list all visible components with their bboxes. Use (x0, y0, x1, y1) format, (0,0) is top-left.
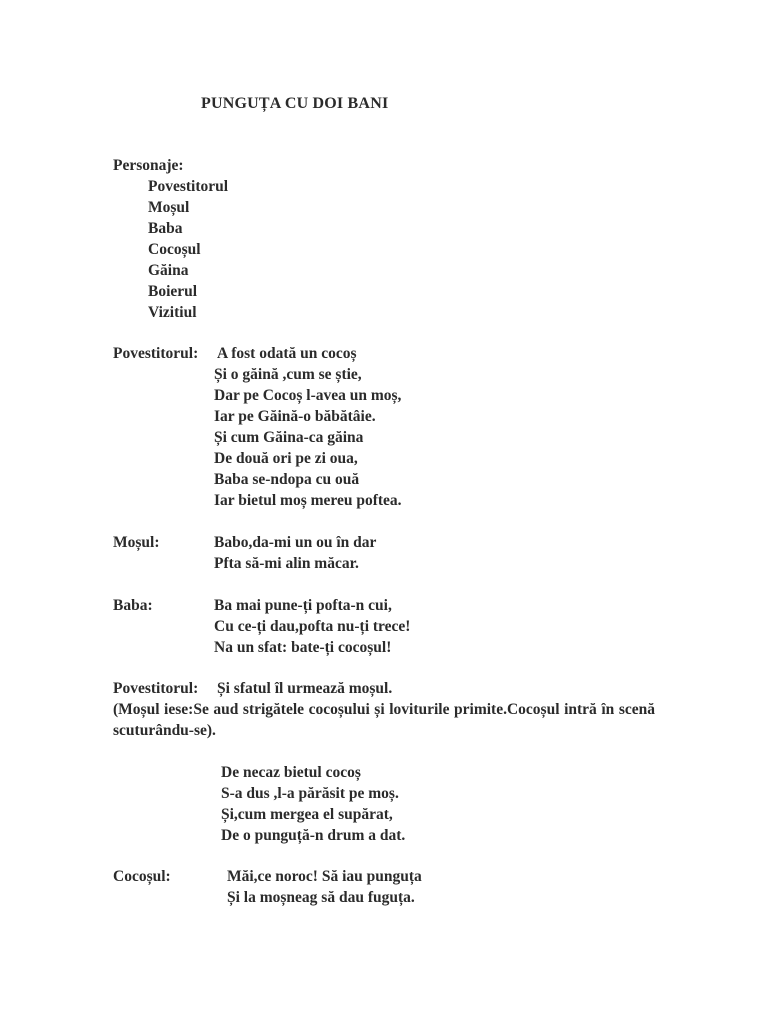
dialogue-line: Și cum Găina-ca găina (214, 429, 364, 446)
dialogue-line: De necaz bietul cocoș (221, 764, 361, 781)
dialogue-line: A fost odată un cocoș (217, 345, 357, 362)
character-item: Povestitorul (148, 178, 229, 195)
dialogue-line: Ba mai pune-ți pofta-n cui, (214, 597, 392, 614)
dialogue-line: Baba se-ndopa cu ouă (214, 471, 360, 488)
dialogue-line: Na un sfat: bate-ți cocoșul! (214, 639, 392, 656)
dialogue-line: De o punguță-n drum a dat. (221, 827, 406, 844)
dialogue-line: Și,cum mergea el supărat, (221, 806, 393, 823)
speaker-label: Moșul: (113, 534, 160, 551)
stage-direction: (Moșul iese:Se aud strigătele cocoșului și loviturile primite.Cocoșul intră în scenă scuturându-se). (113, 701, 655, 739)
character-item: Boierul (148, 283, 198, 300)
speaker-label: Povestitorul: (113, 345, 199, 362)
character-item: Baba (148, 220, 183, 237)
dialogue-line: Iar pe Găină-o băbătâie. (214, 408, 376, 425)
characters-heading: Personaje: (113, 157, 184, 174)
dialogue-line: Măi,ce noroc! Să iau punguța (227, 868, 422, 885)
dialogue-line: Și o găină ,cum se știe, (214, 366, 362, 383)
dialogue-line: De două ori pe zi oua, (214, 450, 358, 467)
dialogue-line: S-a dus ,l-a părăsit pe moș. (221, 785, 399, 802)
character-item: Cocoșul (148, 241, 201, 258)
character-item: Găina (148, 262, 189, 279)
speaker-label: Povestitorul: (113, 680, 199, 697)
dialogue-line: Cu ce-ți dau,pofta nu-ți trece! (214, 618, 411, 635)
document-title: PUNGUȚA CU DOI BANI (201, 95, 389, 112)
dialogue-line: Pfta să-mi alin măcar. (214, 555, 359, 572)
speaker-label: Baba: (113, 597, 153, 614)
dialogue-line: Dar pe Cocoș l-avea un moș, (214, 387, 402, 404)
speaker-label: Cocoșul: (113, 868, 171, 885)
dialogue-line: Babo,da-mi un ou în dar (214, 534, 377, 551)
character-item: Moșul (148, 199, 190, 216)
dialogue-line: Și sfatul îl urmează moșul. (217, 680, 393, 697)
dialogue-line: Iar bietul moș mereu poftea. (214, 492, 402, 509)
character-item: Vizitiul (148, 304, 197, 321)
dialogue-line: Și la moșneag să dau fuguța. (227, 889, 415, 906)
